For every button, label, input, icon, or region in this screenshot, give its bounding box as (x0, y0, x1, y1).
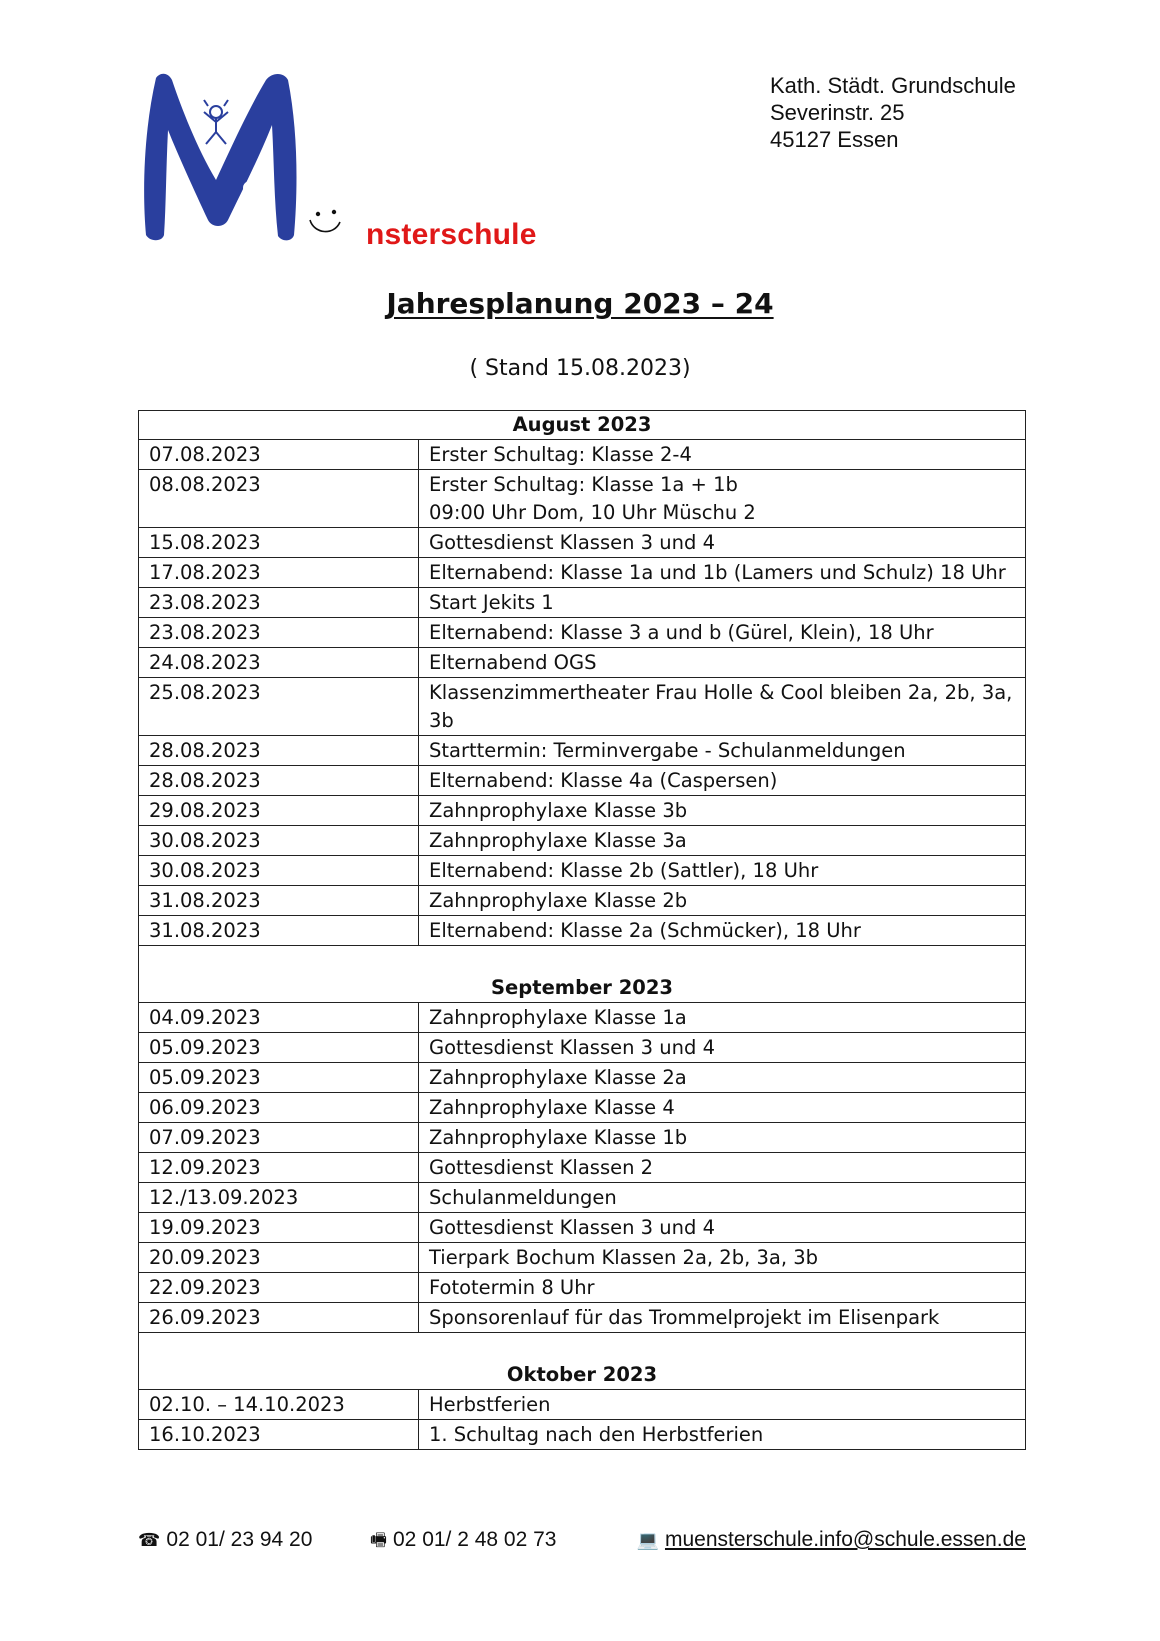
event-description: Erster Schultag: Klasse 1a + 1b 09:00 Uhr Dom, 10 Uhr Müschu 2 (419, 470, 1026, 528)
table-row (139, 886, 1026, 916)
event-description: Fototermin 8 Uhr (419, 1273, 1026, 1303)
table-row (139, 440, 1026, 470)
table-row (139, 826, 1026, 856)
event-description: Zahnprophylaxe Klasse 2a (419, 1063, 1026, 1093)
event-description: Gottesdienst Klassen 3 und 4 (419, 1033, 1026, 1063)
event-description: Gottesdienst Klassen 3 und 4 (419, 528, 1026, 558)
table-row (139, 1123, 1026, 1153)
table-row (139, 1243, 1026, 1273)
footer-fax (370, 1528, 556, 1558)
event-description: Zahnprophylaxe Klasse 3b (419, 796, 1026, 826)
event-description: Zahnprophylaxe Klasse 3a (419, 826, 1026, 856)
event-description: Klassenzimmertheater Frau Holle & Cool bleiben 2a, 2b, 3a, 3b (419, 678, 1026, 736)
month-header (139, 411, 1026, 440)
event-date: 12./13.09.2023 (139, 1183, 419, 1213)
event-description: Sponsorenlauf für das Trommelprojekt im Elisenpark (419, 1303, 1026, 1333)
event-description: 1. Schultag nach den Herbstferien (419, 1420, 1026, 1450)
email-link[interactable]: muensterschule.info@schule.essen.de (664, 1528, 1026, 1551)
footer-phone (138, 1528, 312, 1552)
month-spacer (149, 946, 1015, 974)
event-description: Zahnprophylaxe Klasse 1b (419, 1123, 1026, 1153)
table-row (139, 1303, 1026, 1333)
event-date: 22.09.2023 (139, 1273, 419, 1303)
event-date: 30.08.2023 (139, 856, 419, 886)
event-date: 20.09.2023 (139, 1243, 419, 1273)
table-row (139, 1183, 1026, 1213)
computer-icon: 💻 (636, 1530, 659, 1551)
event-description: Elternabend: Klasse 2b (Sattler), 18 Uhr (419, 856, 1026, 886)
event-date: 30.08.2023 (139, 826, 419, 856)
event-date: 16.10.2023 (139, 1420, 419, 1450)
fax-icon: 🖷 (370, 1530, 387, 1551)
month-header (139, 1333, 1026, 1390)
event-date: 12.09.2023 (139, 1153, 419, 1183)
event-description: Elternabend OGS (419, 648, 1026, 678)
month-header-row (139, 411, 1026, 440)
event-description: Tierpark Bochum Klassen 2a, 2b, 3a, 3b (419, 1243, 1026, 1273)
event-date: 05.09.2023 (139, 1033, 419, 1063)
table-row (139, 558, 1026, 588)
event-date: 31.08.2023 (139, 916, 419, 946)
event-date: 23.08.2023 (139, 618, 419, 648)
table-row (139, 528, 1026, 558)
event-description: Zahnprophylaxe Klasse 1a (419, 1003, 1026, 1033)
event-date: 05.09.2023 (139, 1063, 419, 1093)
event-date: 02.10. – 14.10.2023 (139, 1390, 419, 1420)
month-label: August 2023 (512, 413, 652, 436)
table-row (139, 736, 1026, 766)
table-row (139, 1420, 1026, 1450)
event-date: 15.08.2023 (139, 528, 419, 558)
phone-number: 02 01/ 23 94 20 (166, 1528, 313, 1551)
footer-email[interactable] (637, 1528, 1026, 1552)
table-row (139, 1063, 1026, 1093)
schedule-table-body (139, 411, 1026, 1450)
phone-icon: ☎ (138, 1530, 161, 1551)
event-description: Elternabend: Klasse 3 a und b (Gürel, Klein), 18 Uhr (419, 618, 1026, 648)
table-row (139, 1093, 1026, 1123)
event-description: Elternabend: Klasse 1a und 1b (Lamers und Schulz) 18 Uhr (419, 558, 1026, 588)
event-date: 29.08.2023 (139, 796, 419, 826)
table-row (139, 1153, 1026, 1183)
school-logo (138, 70, 558, 260)
month-label: Oktober 2023 (506, 1363, 658, 1386)
table-row (139, 796, 1026, 826)
event-date: 07.09.2023 (139, 1123, 419, 1153)
table-row (139, 766, 1026, 796)
event-description: Zahnprophylaxe Klasse 2b (419, 886, 1026, 916)
table-row (139, 1213, 1026, 1243)
table-row (139, 618, 1026, 648)
table-row (139, 856, 1026, 886)
event-date: 24.08.2023 (139, 648, 419, 678)
month-label: September 2023 (491, 976, 673, 999)
event-date: 06.09.2023 (139, 1093, 419, 1123)
event-date: 08.08.2023 (139, 470, 419, 528)
month-spacer (149, 1333, 1015, 1361)
fax-number: 02 01/ 2 48 02 73 (393, 1528, 557, 1551)
event-description: Gottesdienst Klassen 3 und 4 (419, 1213, 1026, 1243)
event-date: 28.08.2023 (139, 736, 419, 766)
month-header-row (139, 1333, 1026, 1390)
event-description: Herbstferien (419, 1390, 1026, 1420)
table-row (139, 916, 1026, 946)
table-row (139, 1273, 1026, 1303)
event-description: Gottesdienst Klassen 2 (419, 1153, 1026, 1183)
table-row (139, 588, 1026, 618)
month-header (139, 946, 1026, 1003)
table-row (139, 1390, 1026, 1420)
event-date: 19.09.2023 (139, 1213, 419, 1243)
event-date: 23.08.2023 (139, 588, 419, 618)
address-line-city: 45127 Essen (770, 127, 899, 152)
event-date: 07.08.2023 (139, 440, 419, 470)
school-address (770, 72, 1016, 153)
table-row (139, 470, 1026, 528)
table-row (139, 648, 1026, 678)
address-line-school: Kath. Städt. Grundschule (770, 73, 1016, 98)
event-description: Elternabend: Klasse 4a (Caspersen) (419, 766, 1026, 796)
page-title: Jahresplanung 2023 – 24 (386, 287, 774, 320)
event-description: Schulanmeldungen (419, 1183, 1026, 1213)
month-header-row (139, 946, 1026, 1003)
event-date: 26.09.2023 (139, 1303, 419, 1333)
event-date: 25.08.2023 (139, 678, 419, 736)
schedule-table (138, 410, 1026, 1450)
logo-wordmark: nsterschule (366, 218, 537, 251)
event-description: Erster Schultag: Klasse 2-4 (419, 440, 1026, 470)
event-date: 28.08.2023 (139, 766, 419, 796)
event-description: Elternabend: Klasse 2a (Schmücker), 18 Uhr (419, 916, 1026, 946)
event-description: Starttermin: Terminvergabe - Schulanmeldungen (419, 736, 1026, 766)
address-line-street: Severinstr. 25 (770, 100, 905, 125)
event-date: 04.09.2023 (139, 1003, 419, 1033)
event-description: Start Jekits 1 (419, 588, 1026, 618)
event-date: 31.08.2023 (139, 886, 419, 916)
table-row (139, 1003, 1026, 1033)
page-subtitle: ( Stand 15.08.2023) (469, 356, 691, 381)
table-row (139, 1033, 1026, 1063)
event-description: Zahnprophylaxe Klasse 4 (419, 1093, 1026, 1123)
table-row (139, 678, 1026, 736)
event-date: 17.08.2023 (139, 558, 419, 588)
contact-footer (138, 1528, 1026, 1560)
